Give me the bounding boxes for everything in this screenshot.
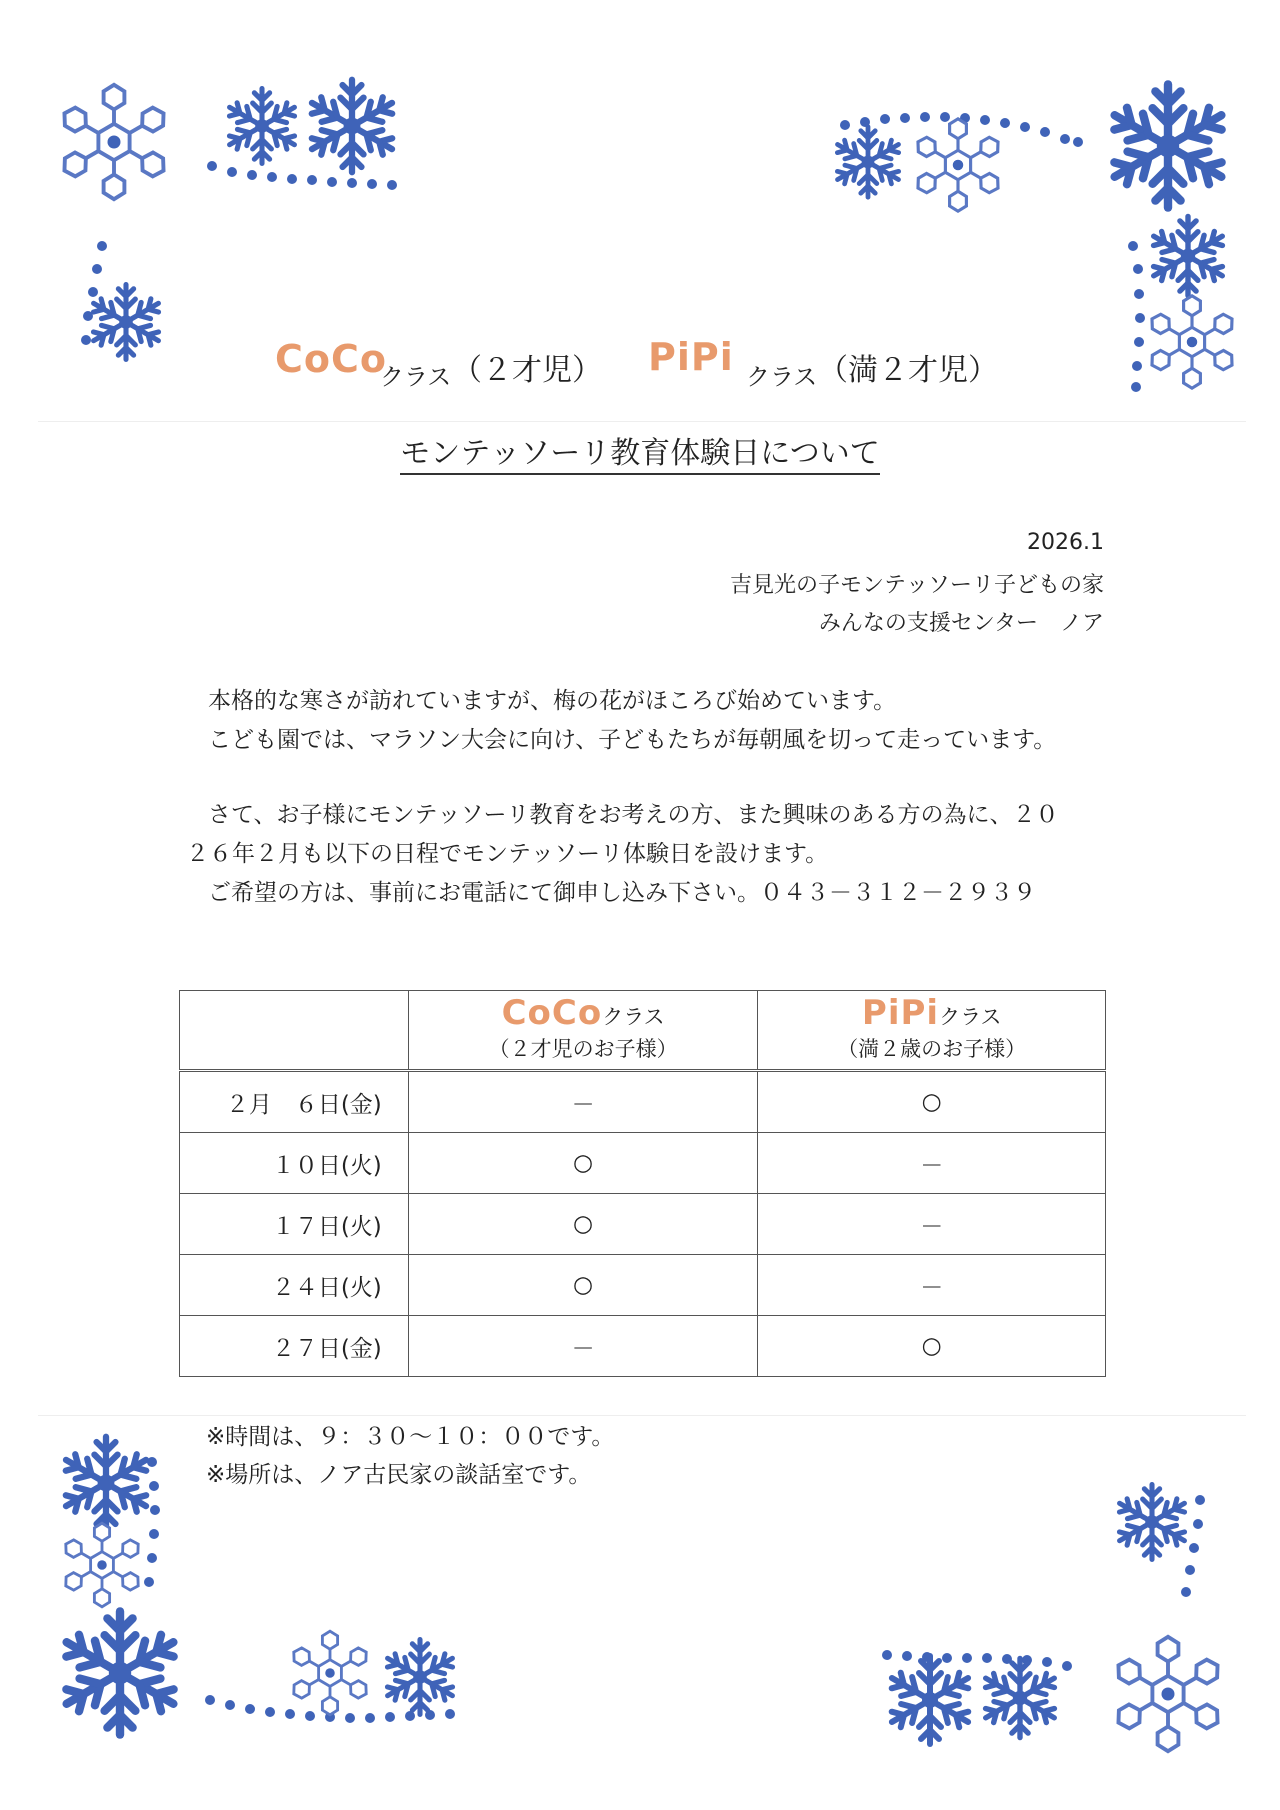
greeting-paragraph <box>186 682 1116 760</box>
pipi-class-label: クラス <box>746 363 818 391</box>
date-cell: １０日(火) <box>180 1133 409 1194</box>
table-row <box>180 1071 1106 1133</box>
table-row <box>180 1194 1106 1255</box>
paragraph-line: 本格的な寒さが訪れていますが、梅の花がほころび始めています。 <box>208 688 897 714</box>
table-row <box>180 1316 1106 1377</box>
coco-brand: CoCo <box>501 993 603 1033</box>
paragraph-line: こども園では、マラソン大会に向け、子どもたちが毎朝風を切って走っています。 <box>208 727 1057 753</box>
coco-cell: ○ <box>408 1255 758 1316</box>
paragraph-line: ２６年２月も以下の日程でモンテッソーリ体験日を設けます。 <box>186 841 829 867</box>
class-header <box>0 335 1280 395</box>
date-cell: １７日(火) <box>180 1194 409 1255</box>
coco-class-label: クラス <box>602 1005 665 1029</box>
coco-sub-label: （２才児のお子様） <box>488 1037 678 1061</box>
invitation-paragraph <box>186 796 1116 913</box>
time-note: ※時間は、９：３０～１０：００です。 <box>206 1424 615 1450</box>
date-cell: ２７日(金) <box>180 1316 409 1377</box>
pipi-class-label: クラス <box>939 1005 1002 1029</box>
date-cell: ２月 ６日(金) <box>180 1071 409 1133</box>
coco-cell: － <box>408 1316 758 1377</box>
paragraph-line: さて、お子様にモンテッソーリ教育をお考えの方、また興味のある方の為に、２０ <box>208 802 1059 828</box>
issue-date: 2026.1 <box>1027 530 1104 555</box>
pipi-cell: － <box>758 1194 1106 1255</box>
pipi-cell: － <box>758 1255 1106 1316</box>
pipi-age-label: （満２才児） <box>818 353 998 388</box>
header-pipi-cell <box>758 991 1106 1071</box>
coco-age-label: （２才児） <box>452 353 602 388</box>
paragraph-line: ご希望の方は、事前にお電話にて御申し込み下さい。０４３－３１２－２９３９ <box>208 880 1036 906</box>
pipi-brand: PiPi <box>648 335 734 379</box>
table-header-row <box>180 991 1106 1071</box>
coco-class-label: クラス <box>380 363 452 391</box>
sender-center: みんなの支援センター ノア <box>818 611 1104 636</box>
pipi-cell: － <box>758 1133 1106 1194</box>
header-coco-cell <box>408 991 758 1071</box>
coco-cell: ○ <box>408 1194 758 1255</box>
schedule-table <box>179 990 1106 1377</box>
sender-organization: 吉見光の子モンテッソーリ子どもの家 <box>729 573 1104 598</box>
page-title: モンテッソーリ教育体験日について <box>0 428 1280 472</box>
bottom-frame-line <box>38 1415 1246 1416</box>
pipi-sub-label: （満２歳のお子様） <box>837 1037 1027 1061</box>
top-frame-line <box>38 421 1246 422</box>
place-note: ※場所は、ノア古民家の談話室です。 <box>206 1462 592 1488</box>
header-empty-cell <box>180 991 409 1071</box>
pipi-brand: PiPi <box>861 993 940 1033</box>
table-row <box>180 1133 1106 1194</box>
pipi-cell: ○ <box>758 1316 1106 1377</box>
date-cell: ２４日(火) <box>180 1255 409 1316</box>
coco-cell: － <box>408 1071 758 1133</box>
pipi-cell: ○ <box>758 1071 1106 1133</box>
coco-cell: ○ <box>408 1133 758 1194</box>
table-row <box>180 1255 1106 1316</box>
coco-brand: CoCo <box>275 337 387 381</box>
